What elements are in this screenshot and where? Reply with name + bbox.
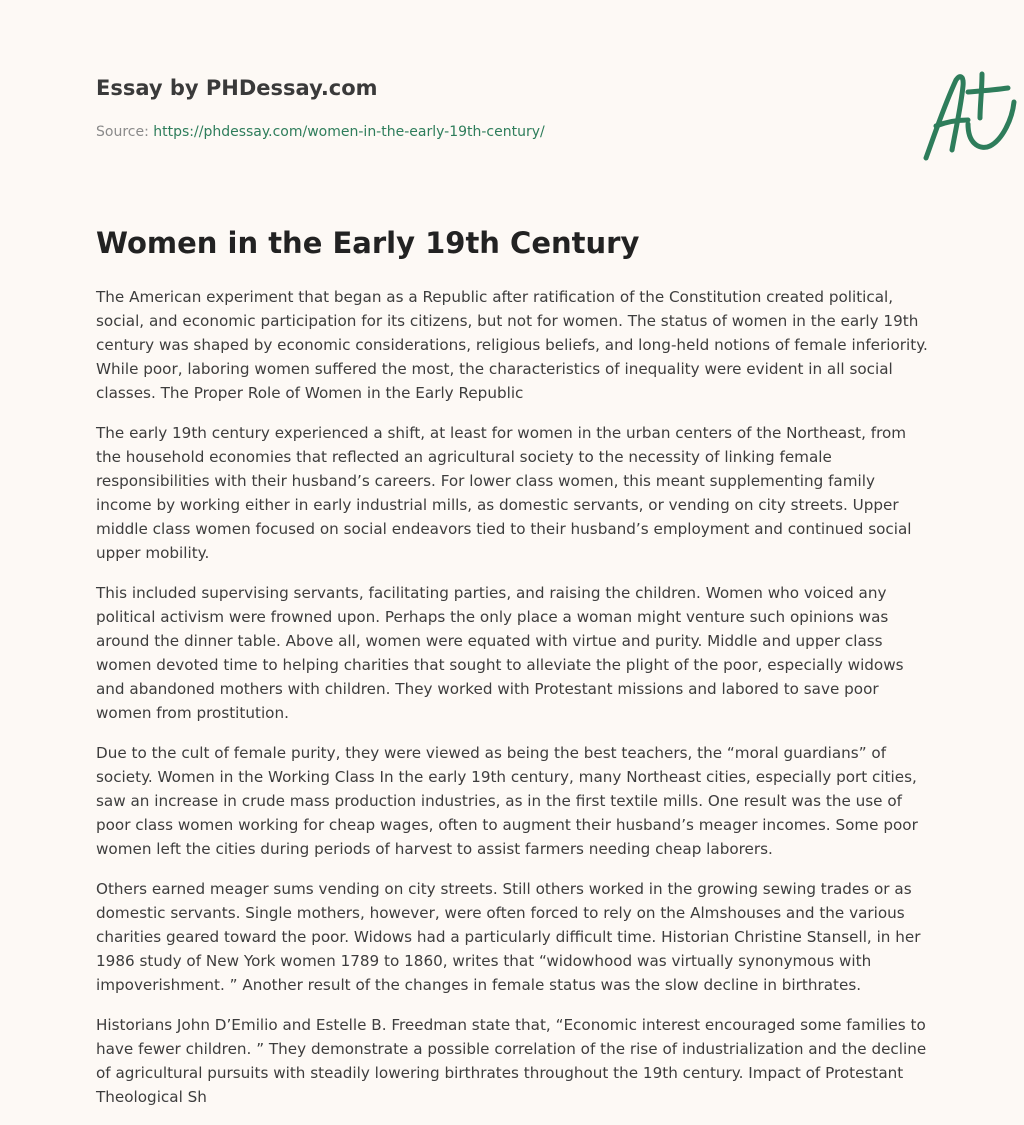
article-paragraph: The early 19th century experienced a shift, at least for women in the urban centers of the Northeast, from the household economies that reflected an agricultural society to the necessity of linking female responsibilities with their husband’s careers. For lower class women, this meant supplementing family income by working either in early industrial mills, as domestic servants, or vending on city streets. Upper middle class women focused on social endeavors tied to their husband’s employment and continued social upper mobility.: [96, 424, 912, 562]
site-brand: Essay by PHDessay.com: [96, 76, 378, 100]
article-body: [96, 285, 928, 1125]
source-line: [96, 124, 545, 140]
source-link[interactable]: https://phdessay.com/women-in-the-early-19th-century/: [153, 124, 545, 140]
article-paragraph: This included supervising servants, facilitating parties, and raising the children. Women who voiced any political activism were frowned upon. Perhaps the only place a woman might venture such opinions was around the dinner table. Above all, women were equated with virtue and purity. Middle and upper class women devoted time to helping charities that sought to alleviate the plight of the poor, especially widows and abandoned mothers with children. They worked with Protestant missions and labored to save poor women from prostitution.: [96, 584, 904, 722]
article-paragraph: The American experiment that began as a Republic after ratification of the Constitution created political, social, and economic participation for its citizens, but not for women. The status of women in the early 19th century was shaped by economic considerations, religious beliefs, and long-held notions of female inferiority. While poor, laboring women suffered the most, the characteristics of inequality were evident in all social classes. The Proper Role of Women in the Early Republic: [96, 288, 928, 402]
article-title: Women in the Early 19th Century: [96, 226, 640, 260]
source-label: Source:: [96, 124, 149, 140]
a-plus-grade-icon: [916, 66, 1022, 166]
article-paragraph: Others earned meager sums vending on city streets. Still others worked in the growing sewing trades or as domestic servants. Single mothers, however, were often forced to rely on the Almshouses and the various charities geared toward the poor. Widows had a particularly difficult time. Historian Christine Stansell, in her 1986 study of New York women 1789 to 1860, writes that “widowhood was virtually synonymous with impoverishment. ” Another result of the changes in female status was the slow decline in birthrates.: [96, 880, 921, 994]
article-paragraph: Historians John D’Emilio and Estelle B. Freedman state that, “Economic interest encouraged some families to have fewer children. ” They demonstrate a possible correlation of the rise of industrialization and the decline of agricultural pursuits with steadily lowering birthrates throughout the 19th century. Impact of Protestant Theological Sh: [96, 1016, 927, 1106]
article-paragraph: Due to the cult of female purity, they were viewed as being the best teachers, the “moral guardians” of society. Women in the Working Class In the early 19th century, many Northeast cities, especially port cities, saw an increase in crude mass production industries, as in the first textile mills. One result was the use of poor class women working for cheap wages, often to augment their husband’s meager incomes. Some poor women left the cities during periods of harvest to assist farmers needing cheap laborers.: [96, 744, 918, 858]
